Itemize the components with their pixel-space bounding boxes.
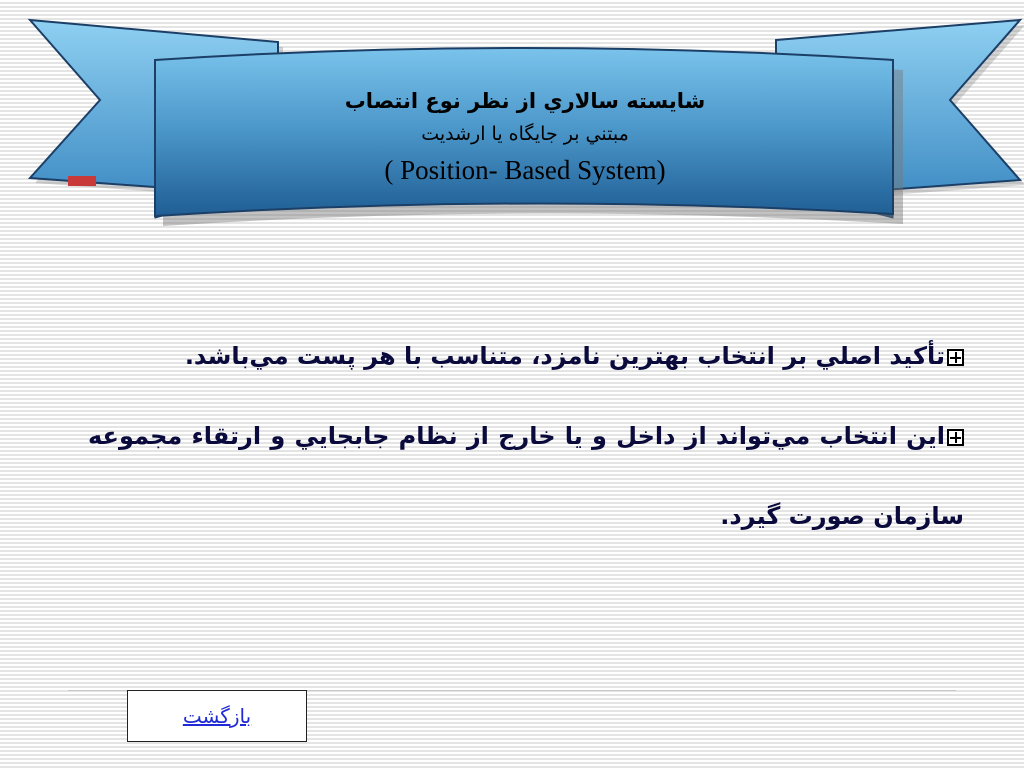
boxed-cross-icon: [947, 349, 964, 366]
bullet-paragraph: [88, 316, 964, 396]
ribbon-accent: [68, 176, 96, 186]
back-button[interactable]: [127, 690, 307, 742]
paragraph-text: اين انتخاب مي‌تواند از داخل و يا خارج از نظام جابجايي و ارتقاء مجموعه سازمان صورت گيرد.: [88, 422, 964, 530]
boxed-cross-icon: [947, 429, 964, 446]
body-text: [88, 316, 964, 556]
bullet-paragraph: [88, 396, 964, 556]
banner-subtitle: مبتني بر جايگاه يا ارشديت: [421, 123, 629, 145]
paragraph-text: تأكيد اصلي بر انتخاب بهترين نامزد، متناسب با هر پست مي‌باشد.: [184, 342, 945, 370]
banner-title: شايسته سالاري از نظر نوع انتصاب: [344, 89, 706, 113]
back-link[interactable]: بازگشت: [182, 704, 252, 728]
banner-english-title: ( Position- Based System): [384, 155, 666, 185]
banner-text-block: [160, 62, 890, 212]
